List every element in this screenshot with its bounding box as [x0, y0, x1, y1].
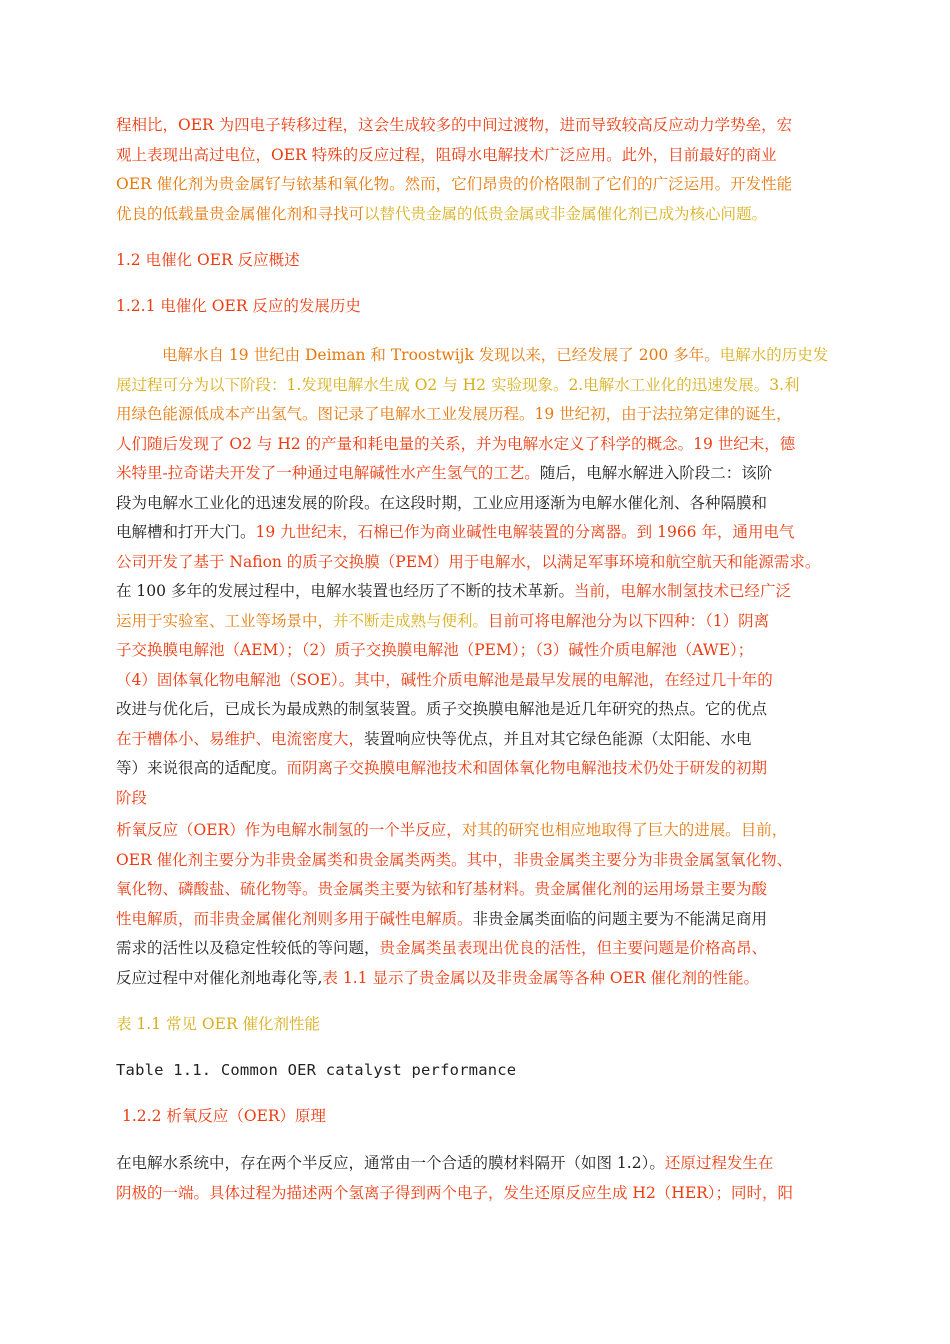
text-segment: 随后，电解水解进入阶段二：该阶 [539, 464, 773, 482]
text-segment: 等）来说很高的适配度。 [116, 759, 287, 777]
intro-paragraph [116, 111, 836, 229]
text-segment: 在于槽体小、易维护、电流密度大， [116, 729, 365, 748]
text-segment: 人们随后发现了 O2 与 H2 的产量和耗电量的关系，并为电解水定义了科学的概念。19 世纪末，德 [116, 434, 796, 453]
text-segment: 米特里-拉奇诺夫开发了一种通过电解碱性水产生氢气的工艺。 [116, 464, 540, 482]
text-line [116, 341, 836, 371]
text-segment: 阶段 [116, 788, 148, 807]
text-segment: 电解水自 19 世纪由 Deiman 和 Troostwijk 发现以来，已经发展了 200 多年。 [162, 346, 720, 364]
text-line [116, 964, 836, 994]
text-line [116, 170, 836, 200]
principle-paragraph [116, 1149, 836, 1208]
text-segment: 在 100 多年的发展过程中，电解水装置也经历了不断的技术革新。 [116, 582, 574, 600]
text-segment: 还原过程发生在 [664, 1154, 774, 1172]
section-heading-1-2-2: 1.2.2 析氧反应（OER）原理 [122, 1107, 327, 1125]
text-segment: 装置响应快等优点，并且对其它绿色能源（太阳能、水电 [364, 729, 752, 748]
text-line [116, 577, 836, 607]
text-line [116, 111, 836, 141]
text-line [116, 784, 836, 814]
text-line [116, 607, 836, 637]
text-segment: 贵金属类虽表现出优良的活性，但主要问题是价格高昂、 [379, 939, 768, 957]
oer-paragraph [116, 816, 836, 993]
text-line [116, 1179, 836, 1209]
text-segment: 用绿色能源低成本产出氢气。图记录了电解水工业发展历程。19 世纪初，由于法拉第定律的诞生， [116, 405, 792, 423]
text-segment: 对其的研究也相应地取得了巨大的进展。目前， [461, 821, 788, 839]
text-segment: 目前可将电解池分为以下四种：（1）阴离 [488, 611, 770, 630]
text-segment: 氧化物、磷酸盐、硫化物等。贵金属类主要为铱和钌基材料。贵金属催化剂的运用场景主要为酸 [116, 880, 768, 898]
text-line [116, 875, 836, 905]
text-segment: （4）固体氧化物电解池（SOE）。其中，碱性介质电解池是最早发展的电解池，在经过几十年的 [116, 670, 773, 689]
text-segment: 程相比，OER 为四电子转移过程，这会生成较多的中间过渡物，进而导致较高反应动力学势垒，宏 [116, 116, 793, 134]
text-segment: 优良的低载量贵金属催化剂和寻找可 [116, 204, 365, 223]
text-line [116, 1149, 836, 1179]
text-segment: 展过程可分为以下阶段：1.发现电解水生成 O2 与 H2 实验现象。2.电解水工业化的迅速发展。3.利 [116, 375, 800, 394]
text-line [116, 666, 836, 696]
table-caption-en: Table 1.1. Common OER catalyst performance [116, 1061, 517, 1079]
section-heading-1-2: 1.2 电催化 OER 反应概述 [116, 251, 300, 269]
text-segment: 在电解水系统中，存在两个半反应，通常由一个合适的膜材料隔开（如图 1.2）。 [116, 1154, 665, 1172]
text-segment: 段为电解水工业化的迅速发展的阶段。在这段时期，工业应用逐渐为电解水催化剂、各种隔膜和 [116, 493, 768, 512]
text-segment: 当前，电解水制氢技术已经广泛 [573, 582, 791, 600]
text-line [116, 400, 836, 430]
text-segment: 以替代贵金属的低贵金属或非金属催化剂已成为核心问题。 [364, 204, 768, 223]
text-segment: OER 催化剂为贵金属钌与铱基和氧化物。然而，它们昂贵的价格限制了它们的广泛运用。开发性能 [116, 175, 793, 193]
text-line [116, 371, 836, 401]
text-line [116, 905, 836, 935]
text-segment: 观上表现出高过电位，OER 特殊的反应过程，阻碍水电解技术广泛应用。此外，目前最好的商业 [116, 145, 777, 164]
text-line [116, 846, 836, 876]
text-line [116, 518, 836, 548]
text-line [116, 459, 836, 489]
text-segment: 电解槽和打开大门。 [116, 523, 256, 541]
text-segment: 反应过程中对催化剂地毒化等, [116, 968, 323, 987]
text-segment: 非贵金属类面临的问题主要为不能满足商用 [472, 909, 768, 928]
text-segment: 阴极的一端。具体过程为描述两个氢离子得到两个电子，发生还原反应生成 H2（HER）；同时，阳 [116, 1183, 794, 1202]
text-segment: 运用于实验室、工业等场景中， [116, 611, 334, 630]
text-segment: 19 九世纪末，石棉已作为商业碱性电解装置的分离器。到 1966 年，通用电气 [255, 523, 795, 541]
text-line [116, 430, 836, 460]
history-paragraph [116, 341, 836, 813]
text-segment: 表 1.1 显示了贵金属以及非贵金属等各种 OER 催化剂的性能。 [322, 968, 759, 987]
text-line [116, 200, 836, 230]
text-segment: 公司开发了基于 Nafion 的质子交换膜（PEM）用于电解水，以满足军事环境和航空航天和能源需求。 [116, 552, 821, 571]
text-segment: 改进与优化后，已成长为最成熟的制氢装置。质子交换膜电解池是近几年研究的热点。它的优点 [116, 700, 768, 718]
text-segment: 而阴离子交换膜电解池技术和固体氧化物电解池技术仍处于研发的初期 [286, 759, 768, 777]
text-line [116, 934, 836, 964]
text-line [116, 141, 836, 171]
text-line [116, 754, 836, 784]
text-segment: OER 催化剂主要分为非贵金属类和贵金属类两类。其中，非贵金属类主要分为非贵金属氢氧化物、 [116, 850, 793, 869]
text-line [116, 816, 836, 846]
text-segment: 并不断走成熟与便利。 [333, 611, 489, 630]
text-line [116, 636, 836, 666]
text-line [116, 695, 836, 725]
text-line [116, 725, 836, 755]
text-line [116, 548, 836, 578]
text-segment: 电解水的历史发 [719, 346, 829, 364]
text-segment: 需求的活性以及稳定性较低的等问题， [116, 939, 380, 957]
text-segment: 子交换膜电解池（AEM）；（2）质子交换膜电解池（PEM）；（3）碱性介质电解池（AWE）； [116, 641, 754, 659]
text-segment: 性电解质，而非贵金属催化剂则多用于碱性电解质。 [116, 909, 473, 928]
text-line [116, 489, 836, 519]
table-caption-cn: 表 1.1 常见 OER 催化剂性能 [116, 1015, 321, 1033]
text-segment: 析氧反应（OER）作为电解水制氢的一个半反应， [116, 821, 462, 839]
section-heading-1-2-1: 1.2.1 电催化 OER 反应的发展历史 [116, 297, 361, 315]
